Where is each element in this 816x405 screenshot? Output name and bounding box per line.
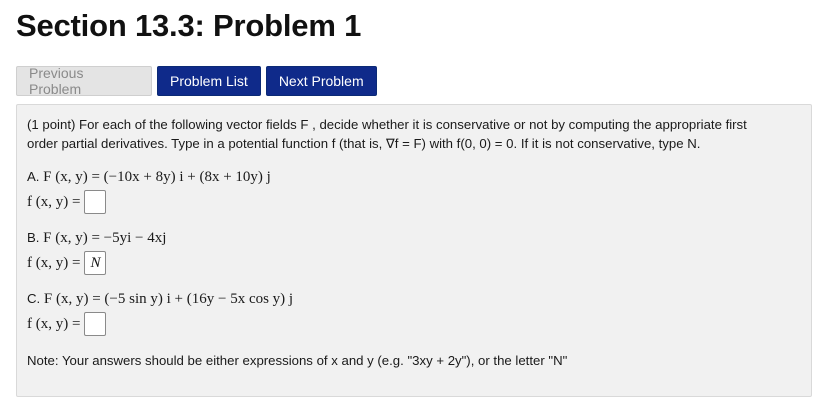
answer-format-note: Note: Your answers should be either expressions of x and y (e.g. "3xy + 2y"), or the letter "N" [27, 353, 568, 368]
instructions-line-2: order partial derivatives. Type in a potential function f (that is, ∇f = F) with f(0, 0) = 0. If it is not conservative, type N. [27, 136, 701, 151]
part-a-answer-label: f (x, y) = [27, 193, 81, 210]
instructions-line-1: (1 point) For each of the following vector fields F , decide whether it is conservative or not by computing the appropriate first [27, 117, 747, 132]
part-b-answer-input[interactable]: N [84, 251, 106, 275]
part-c [27, 288, 801, 336]
part-b-answer-label: f (x, y) = [27, 254, 81, 271]
part-a-letter: A. [27, 169, 40, 184]
previous-problem-button[interactable]: Previous Problem [16, 66, 152, 96]
problem-list-button[interactable]: Problem List [157, 66, 261, 96]
problem-panel [16, 104, 812, 397]
problem-navigation [16, 66, 377, 96]
part-c-vector-field: F (x, y) = (−5 sin y) i + (16y − 5x cos y) j [43, 291, 294, 307]
part-c-letter: C. [27, 291, 41, 306]
part-c-answer-label: f (x, y) = [27, 315, 81, 332]
part-b-vector-field: F (x, y) = −5yi − 4xj [43, 230, 167, 246]
part-b [27, 227, 801, 275]
part-c-answer-input[interactable] [84, 312, 106, 336]
next-problem-button[interactable]: Next Problem [266, 66, 377, 96]
part-a-answer-input[interactable] [84, 190, 106, 214]
part-a-vector-field: F (x, y) = (−10x + 8y) i + (8x + 10y) j [43, 169, 271, 185]
problem-instructions [27, 115, 801, 153]
part-a [27, 166, 801, 214]
page-title: Section 13.3: Problem 1 [16, 8, 362, 43]
part-b-letter: B. [27, 230, 40, 245]
